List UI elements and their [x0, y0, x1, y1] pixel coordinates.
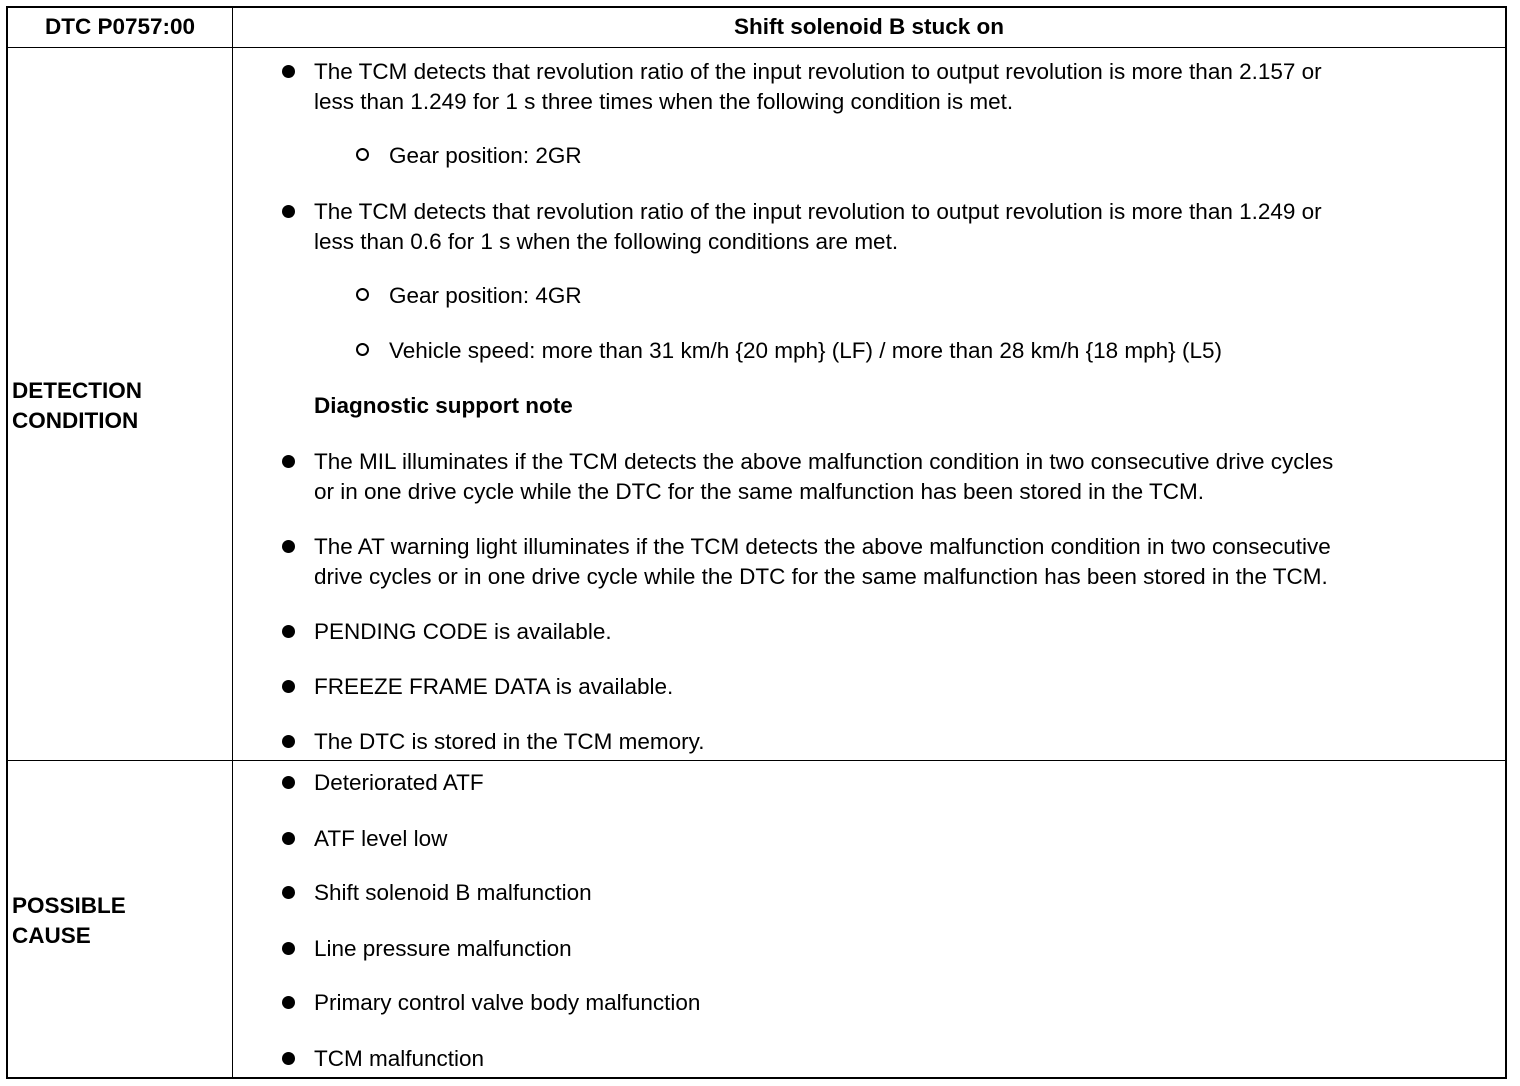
bullet-icon: [282, 735, 295, 748]
dtc-code-header: DTC P0757:00: [44, 14, 196, 39]
detection-item-line: FREEZE FRAME DATA is available.: [314, 674, 674, 699]
bullet-icon: [282, 832, 295, 845]
bullet-icon: [282, 776, 295, 789]
possible-cause-item: Shift solenoid B malfunction: [314, 880, 592, 905]
bullet-icon: [282, 205, 295, 218]
bullet-icon: [282, 540, 295, 553]
detection-item-line: The TCM detects that revolution ratio of the input revolution to output revolution is more than 1.249 or: [314, 199, 1322, 224]
row-divider: [6, 760, 1507, 761]
detection-item-line: The MIL illuminates if the TCM detects the above malfunction condition in two consecutive drive cycles: [314, 449, 1334, 474]
diagnostic-support-note-heading: Diagnostic support note: [314, 393, 573, 418]
detection-item-line: The TCM detects that revolution ratio of the input revolution to output revolution is more than 2.157 or: [314, 59, 1322, 84]
detection-condition-label: DETECTION CONDITION: [12, 378, 143, 433]
detection-item-line: The AT warning light illuminates if the TCM detects the above malfunction condition in two consecutive: [314, 534, 1331, 559]
column-divider: [232, 6, 233, 1079]
possible-cause-item: Deteriorated ATF: [314, 770, 484, 795]
detection-item-line: drive cycles or in one drive cycle while the DTC for the same malfunction has been stored in the TCM.: [314, 564, 1328, 589]
bullet-icon: [282, 65, 295, 78]
possible-cause-item: ATF level low: [314, 826, 448, 851]
detection-sub-item: Gear position: 4GR: [389, 283, 582, 308]
sub-bullet-icon: [356, 148, 369, 161]
bullet-icon: [282, 942, 295, 955]
header-divider: [6, 47, 1507, 48]
detection-item-line: or in one drive cycle while the DTC for the same malfunction has been stored in the TCM.: [314, 479, 1205, 504]
possible-cause-label: POSSIBLE CAUSE: [12, 893, 126, 948]
detection-item-line: PENDING CODE is available.: [314, 619, 612, 644]
bullet-icon: [282, 886, 295, 899]
possible-cause-item: Primary control valve body malfunction: [314, 990, 701, 1015]
detection-sub-item: Vehicle speed: more than 31 km/h {20 mph} (LF) / more than 28 km/h {18 mph} (L5): [389, 338, 1222, 363]
sub-bullet-icon: [356, 288, 369, 301]
bullet-icon: [282, 680, 295, 693]
bullet-icon: [282, 1052, 295, 1065]
bullet-icon: [282, 625, 295, 638]
detection-item-line: The DTC is stored in the TCM memory.: [314, 729, 705, 754]
possible-cause-item: TCM malfunction: [314, 1046, 485, 1071]
detection-item-line: less than 1.249 for 1 s three times when the following condition is met.: [314, 89, 1014, 114]
bullet-icon: [282, 996, 295, 1009]
dtc-title-header: Shift solenoid B stuck on: [733, 14, 1004, 39]
detection-item-line: less than 0.6 for 1 s when the following conditions are met.: [314, 229, 899, 254]
sub-bullet-icon: [356, 343, 369, 356]
possible-cause-item: Line pressure malfunction: [314, 936, 572, 961]
detection-sub-item: Gear position: 2GR: [389, 143, 582, 168]
bullet-icon: [282, 455, 295, 468]
